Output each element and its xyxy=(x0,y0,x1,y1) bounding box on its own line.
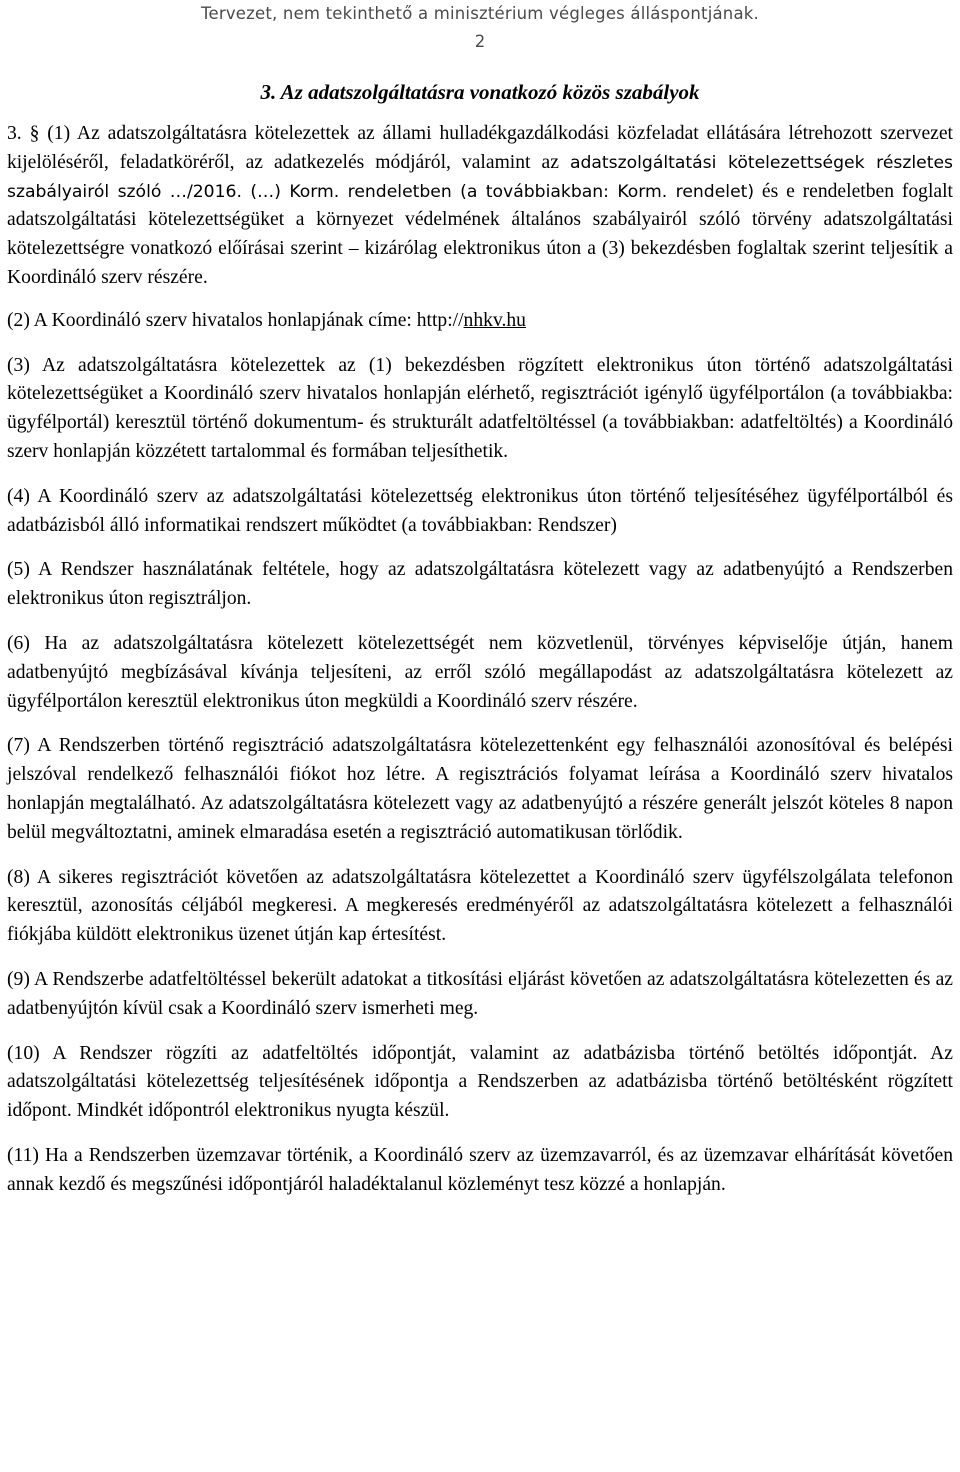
page-number: 2 xyxy=(474,32,486,51)
paragraph-11: (11) Ha a Rendszerben üzemzavar történik, a Koordináló szerv az üzemzavarról, és az üzemzavar elhárítását követően annak kezdő és megszűnési időpontjáról haladéktalanul közleményt tesz közzé a honlapján. xyxy=(7,1144,953,1195)
paragraph-6: (6) Ha az adatszolgáltatásra kötelezett kötelezettségét nem közvetlenül, törvényes képviselője útján, hanem adatbenyújtó megbízásával kívánja teljesíteni, az erről szóló megállapodást az adatszolgáltatásra kötelezett az ügyfélportálon keresztül elektronikus úton megküldi a Koordináló szerv részére. xyxy=(7,632,953,712)
paragraph-1-decree-reference: adatszolgáltatási kötelezettségek részletes szabályairól szóló …/2016. (…) Korm. rendeletben (a továbbiakban: Korm. rendelet) xyxy=(7,152,953,202)
paragraph-1-lead: 3. § (1) Az adatszolgáltatásra kötelezettek az állami hulladékgazdálkodási közfeladat ellátására létrehozott szervezet kijelöléséről, feladatköréről, az adatkezelés módjáról, valamint az xyxy=(7,123,953,173)
paragraph-2-text: (2) A Koordináló szerv hivatalos honlapjának címe: http:// xyxy=(7,309,464,331)
document-body xyxy=(7,120,953,1200)
paragraph-5: (5) A Rendszer használatának feltétele, hogy az adatszolgáltatásra kötelezett vagy az adatbenyújtó a Rendszerben elektronikus úton regisztráljon. xyxy=(7,559,953,610)
paragraph-10: (10) A Rendszer rögzíti az adatfeltöltés időpontját, valamint az adatbázisba történő betöltés időpontját. Az adatszolgáltatási kötelezettség teljesítésének időpontja a Rendszerben az adatbázisba történő betöltésként rögzített időpont. Mindkét időpontról elektronikus nyugta készül. xyxy=(7,1042,953,1122)
section-title: 3. Az adatszolgáltatásra vonatkozó közös szabályok xyxy=(260,80,700,104)
paragraph-1 xyxy=(7,120,953,293)
draft-watermark: Tervezet, nem tekinthető a minisztérium végleges álláspontjának. xyxy=(201,4,759,23)
paragraph-8: (8) A sikeres regisztrációt követően az adatszolgáltatásra kötelezettet a Koordináló szerv ügyfélszolgálata telefonon keresztül, azonosítás céljából megkeresi. A megkeresés eredményéről az adatszolgáltatásra kötelezett a felhasználói fiókjába küldött elektronikus üzenet útján kap értesítést. xyxy=(7,866,953,946)
paragraph-1-rest: és e rendeletben foglalt adatszolgáltatási kötelezettségüket a környezet védelmének általános szabályairól szóló törvény adatszolgáltatási kötelezettségre vonatkozó előírásai szerint – kizárólag elektronikus úton a (3) bekezdésben foglaltak szerint teljesítik a Koordináló szerv részére. xyxy=(7,180,953,288)
paragraph-4: (4) A Koordináló szerv az adatszolgáltatási kötelezettség elektronikus úton történő teljesítéséhez ügyfélportálból és adatbázisból álló informatikai rendszert működtet (a továbbiakban: Rendszer) xyxy=(7,485,953,536)
website-link[interactable]: nhkv.hu xyxy=(463,309,526,331)
paragraph-2 xyxy=(7,307,953,336)
paragraph-7: (7) A Rendszerben történő regisztráció adatszolgáltatásra kötelezettenként egy felhasználói azonosítóval és belépési jelszóval rendelkező felhasználói fiókot hoz létre. A regisztrációs folyamat leírása a Koordináló szerv hivatalos honlapján megtalálható. Az adatszolgáltatásra kötelezett vagy az adatbenyújtó a részére generált jelszót köteles 8 napon belül megváltoztatni, aminek elmaradása esetén a regisztráció automatikusan törlődik. xyxy=(7,735,953,843)
paragraph-9: (9) A Rendszerbe adatfeltöltéssel bekerült adatokat a titkosítási eljárást követően az adatszolgáltatásra kötelezetten és az adatbenyújtón kívül csak a Koordináló szerv ismerheti meg. xyxy=(7,968,953,1019)
paragraph-3: (3) Az adatszolgáltatásra kötelezettek az (1) bekezdésben rögzített elektronikus úton történő adatszolgáltatási kötelezettségüket a Koordináló szerv hivatalos honlapján elérhető, regisztrációt igénylő ügyfélportálon (a továbbiakba: ügyfélportál) keresztül történő dokumentum- és strukturált adatfeltöltéssel (a továbbiakban: adatfeltöltés) a Koordináló szerv honlapján közzétett tartalommal és formában teljesíthetik. xyxy=(7,354,953,462)
